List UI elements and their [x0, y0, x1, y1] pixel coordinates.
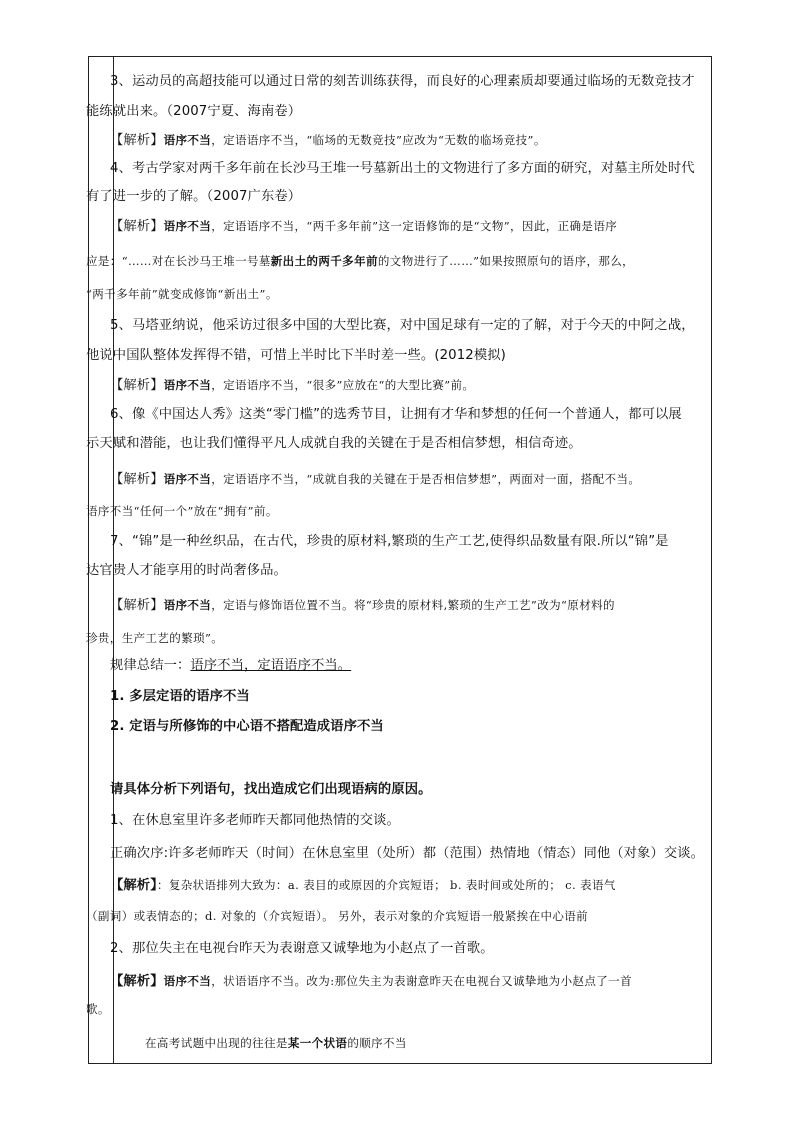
question-4-line-2: 有了进一步的了解。（2007广东卷） [86, 189, 302, 204]
analysis-question-1: 1、在休息室里许多老师昨天都同他热情的交谈。 [110, 813, 400, 828]
question-3-line-2: 能练就出来。（2007宁夏、海南卷） [86, 104, 302, 119]
question-4-line-1: 4、考古学家对两千多年前在长沙马王堆一号墓新出土的文物进行了多方面的研究，对墓主所处时代 [110, 161, 695, 176]
answer-7-line-1 [110, 596, 615, 615]
bold-text: 语序不当 [163, 472, 212, 486]
summary-point-2: 2. 定语与所修饰的中心语不搭配造成语序不当 [110, 719, 384, 734]
summary-line [110, 657, 351, 675]
answer-7-line-2 [86, 629, 223, 648]
analysis-tag: 【解析】 [110, 133, 164, 148]
answer-6-line-1 [110, 470, 640, 489]
summary-point-1: 1. 多层定语的语序不当 [110, 689, 250, 704]
answer-text: ，定语语序不当，“两千多年前”这一定语修饰的是“文物”，因此，正确是语序 [211, 219, 618, 233]
bold-text: 语序不当 [163, 598, 212, 612]
question-6-line-2: 示天赋和潜能，也让我们懂得平凡人成就自我的关键在于是否相信梦想，相信奇迹。 [86, 436, 582, 451]
question-3-line-1: 3、运动员的高超技能可以通过日常的刻苦训练获得，而良好的心理素质却要通过临场的无数竞技才 [110, 74, 695, 89]
bold-text: 语序不当 [163, 378, 212, 392]
bold-text: 新出土的两千多年前 [270, 254, 378, 268]
analysis-tag: 【解析】 [110, 878, 157, 893]
answer-text: ，定语语序不当，“很多”应放在“的大型比赛”前。 [211, 378, 475, 392]
summary-text: 语序不当，定语语序不当。 [190, 658, 352, 673]
analysis-tag: 【解析】 [110, 598, 164, 613]
analysis-q2-bold: 语序不当 [163, 974, 212, 988]
bold-text: 语序不当 [163, 219, 212, 233]
exam-note: 在高考试题中出现的往往是某一个状语的顺序不当 [145, 1036, 407, 1050]
analysis-q2-explanation [110, 972, 632, 991]
answer-text: ，定语语序不当，“临场的无数竞技”应改为“无数的临场竞技”。 [211, 133, 546, 147]
answer-4-line-1 [110, 217, 617, 236]
answer-3-line-1 [110, 131, 546, 150]
analysis-question-2: 2、那位失主在电视台昨天为表谢意又诚挚地为小赵点了一首歌。 [110, 941, 494, 956]
answer-text: 语序不当“任何一个”放在“拥有”前。 [86, 504, 278, 518]
answer-text: ，定语与修饰语位置不当。将“珍贵的原材料,繁琐的生产工艺”改为“原材料的 [211, 598, 615, 612]
analysis-q1-correct: 正确次序:许多老师昨天（时间）在休息室里（处所）都（范围）热情地（情态）同他（对象）交谈。 [110, 846, 705, 861]
analysis-q1-exp-2: （副词）或表情态的；d. 对象的（介宾短语）。 另外，表示对象的介宾短语一般紧挨在中心语前 [86, 909, 589, 923]
analysis-tag: 【解析】 [110, 472, 164, 487]
answer-text: 的文物进行了……”如果按照原句的语序，那么， [377, 254, 635, 268]
bold-text: 语序不当 [163, 133, 212, 147]
answer-text: 珍贵，生产工艺的繁琐”。 [86, 631, 224, 645]
answer-text: ，定语语序不当，“成就自我的关键在于是否相信梦想”，两面对一面，搭配不当。 [211, 472, 641, 486]
analysis-tag: 【解析】 [110, 219, 164, 234]
analysis-tag: 【解析】 [110, 974, 164, 989]
answer-6-line-2 [86, 502, 278, 521]
analysis-prompt: 请具体分析下列语句，找出造成它们出现语病的原因。 [110, 782, 432, 797]
answer-text: “两千多年前”就变成修饰“新出土”。 [86, 287, 278, 301]
analysis-tag: 【解析】 [110, 378, 164, 393]
question-7-line-1: 7、“锦”是一种丝织品，在古代，珍贵的原材料,繁琐的生产工艺,使得织品数量有限.所以“锦”是 [110, 534, 669, 549]
answer-4-line-2 [86, 252, 634, 271]
question-5-line-1: 5、马塔亚纳说，他采访过很多中国的大型比赛，对中国足球有一定的了解，对于今天的中阿之战， [110, 318, 695, 333]
answer-5-line-1 [110, 376, 474, 395]
answer-4-line-3 [86, 285, 278, 304]
question-7-line-2: 达官贵人才能享用的时尚奢侈品。 [86, 563, 287, 578]
analysis-q1-exp-1: ：复杂状语排列大致为：a. 表目的或原因的介宾短语； b. 表时间或处所的； c. 表语气 [156, 878, 616, 892]
analysis-q2-exp-1: ，状语语序不当。改为:那位失主为表谢意昨天在电视台又诚挚地为小赵点了一首 [211, 974, 632, 988]
analysis-q1-explanation [110, 876, 616, 895]
answer-text: 应是：“……对在长沙马王堆一号墓 [86, 254, 271, 268]
analysis-q2-exp-2: 歌。 [86, 1002, 110, 1016]
question-5-line-2: 他说中国队整体发挥得不错，可惜上半时比下半时差一些。(2012模拟) [86, 348, 506, 363]
question-6-line-1: 6、像《中国达人秀》这类“零门槛”的选秀节目，让拥有才华和梦想的任何一个普通人，都可以展 [110, 407, 682, 422]
summary-label: 规律总结一： [110, 658, 191, 673]
